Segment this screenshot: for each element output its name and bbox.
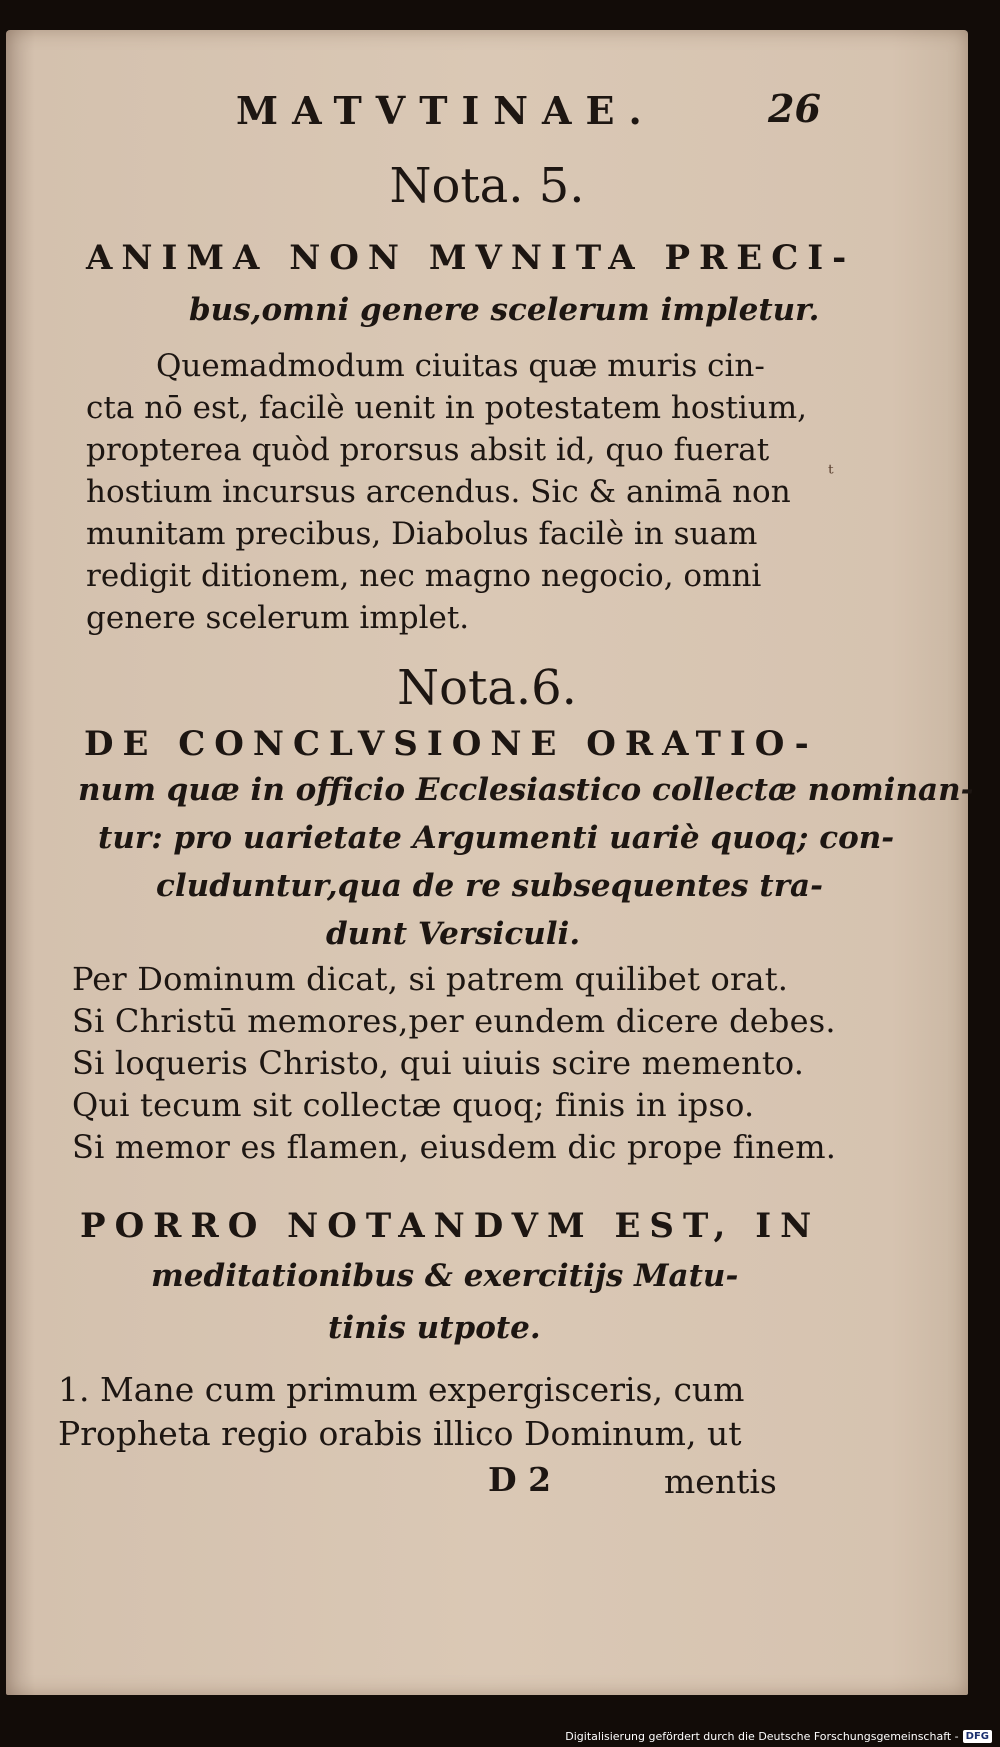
nota6-italic-line: dunt Versiculi. — [326, 916, 581, 952]
footer-credit: Digitalisierung gefördert durch die Deutsche Forschungsgemeinschaft - — [565, 1730, 959, 1743]
footer — [565, 1730, 992, 1743]
verse-line: Si loqueris Christo, qui uiuis scire memento. — [72, 1044, 805, 1082]
porro-italic-line: meditationibus & exercitijs Matu- — [151, 1258, 739, 1294]
porro-italic-line: tinis utpote. — [328, 1310, 541, 1346]
signature-mark: D 2 — [488, 1460, 552, 1499]
catchword: mentis — [664, 1462, 777, 1501]
item1-line: 1. Mane cum primum expergisceris, cum — [58, 1370, 745, 1409]
page-number: 26 — [768, 86, 821, 131]
text-line: redigit ditionem, nec magno negocio, omni — [86, 558, 762, 594]
item1-line: Propheta regio orabis illico Dominum, ut — [58, 1414, 742, 1453]
nota5-heading: Nota. 5. — [389, 158, 585, 214]
text-line: genere scelerum implet. — [86, 600, 470, 636]
dfg-logo: DFG — [963, 1730, 992, 1743]
nota6-heading: Nota.6. — [397, 660, 577, 716]
text-line: munitam precibus, Diabolus facilè in suam — [86, 516, 758, 552]
running-head-title: MATVTINAE. — [236, 88, 656, 133]
nota5-italic-line: bus,omni genere scelerum impletur. — [189, 292, 820, 328]
porro-caps-line: PORRO NOTANDVM EST, IN — [80, 1206, 821, 1246]
margin-mark: ᵗ — [828, 462, 834, 487]
verse-line: Qui tecum sit collectæ quoq; finis in ipso. — [72, 1086, 755, 1124]
text-line: hostium incursus arcendus. Sic & animā non — [86, 474, 791, 510]
book-page — [6, 30, 974, 1695]
nota6-italic-line: tur: pro uarietate Argumenti uariè quoq; con- — [98, 820, 895, 856]
nota6-italic-line: num quæ in officio Ecclesiastico collectæ nominan- — [78, 772, 974, 808]
nota6-caps-line: DE CONCLVSIONE ORATIO- — [84, 724, 818, 764]
verse-line: Si Christū memores,per eundem dicere debes. — [72, 1002, 836, 1040]
nota6-italic-line: cluduntur,qua de re subsequentes tra- — [156, 868, 824, 904]
verse-line: Si memor es flamen, eiusdem dic prope finem. — [72, 1128, 837, 1166]
text-line: cta nō est, facilè uenit in potestatem hostium, — [86, 390, 807, 426]
verse-line: Per Dominum dicat, si patrem quilibet orat. — [72, 960, 789, 998]
text-line: Quemadmodum ciuitas quæ muris cin- — [156, 348, 765, 384]
text-line: propterea quòd prorsus absit id, quo fuerat — [86, 432, 770, 468]
nota5-caps-line: ANIMA NON MVNITA PRECI- — [86, 238, 856, 278]
running-head — [6, 80, 968, 140]
